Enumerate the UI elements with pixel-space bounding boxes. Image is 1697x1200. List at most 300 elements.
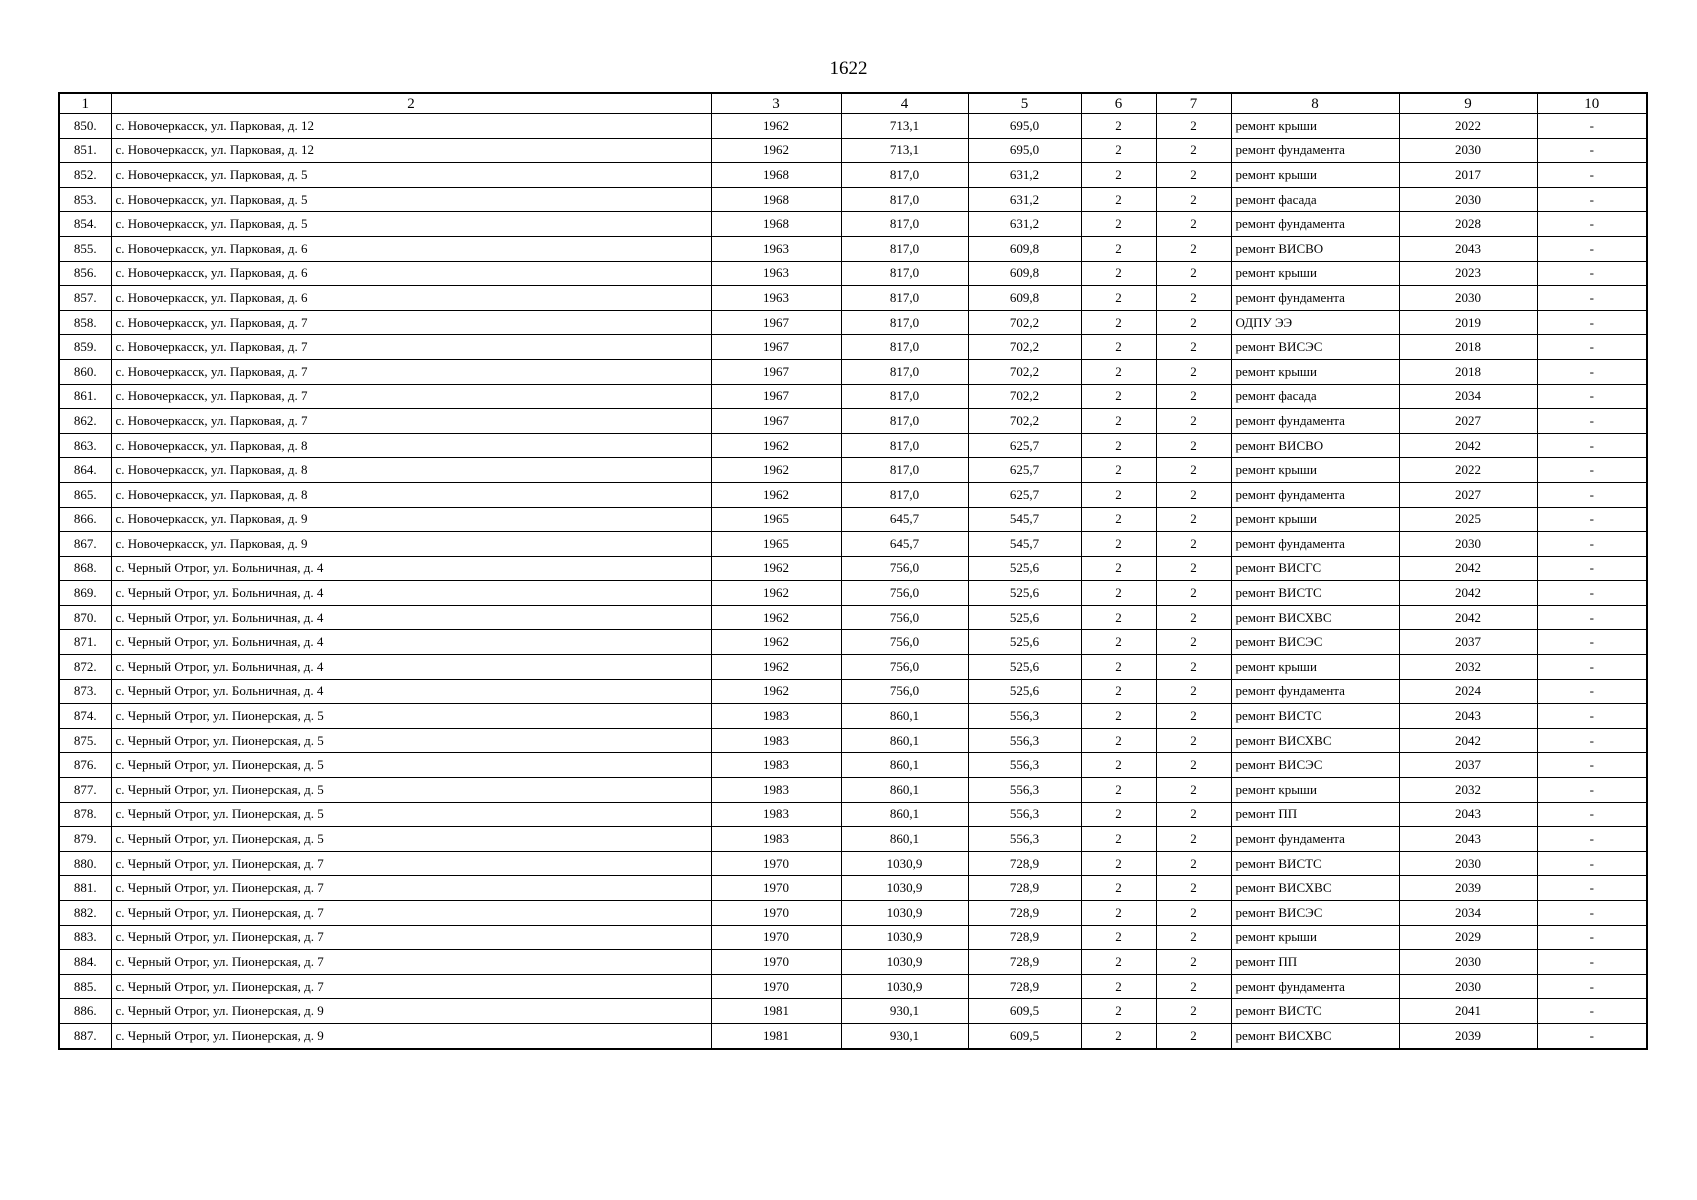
col10-value-cell: -	[1537, 458, 1647, 483]
row-number-cell: 885.	[59, 974, 111, 999]
address-cell: с. Черный Отрог, ул. Больничная, д. 4	[111, 556, 711, 581]
address-cell: с. Новочеркасск, ул. Парковая, д. 5	[111, 187, 711, 212]
col7-value-cell: 2	[1156, 851, 1231, 876]
area-living-cell: 728,9	[968, 876, 1081, 901]
col10-value-cell: -	[1537, 187, 1647, 212]
row-number-cell: 866.	[59, 507, 111, 532]
table-row	[59, 507, 1647, 532]
col7-value-cell: 2	[1156, 679, 1231, 704]
year-planned-cell: 2018	[1399, 359, 1537, 384]
row-number-cell: 856.	[59, 261, 111, 286]
area-living-cell: 609,5	[968, 999, 1081, 1024]
col6-value-cell: 2	[1081, 679, 1156, 704]
col6-value-cell: 2	[1081, 114, 1156, 139]
area-total-cell: 756,0	[841, 679, 968, 704]
col6-value-cell: 2	[1081, 359, 1156, 384]
work-type-cell: ремонт крыши	[1231, 778, 1399, 803]
year-planned-cell: 2034	[1399, 901, 1537, 926]
col10-value-cell: -	[1537, 950, 1647, 975]
area-total-cell: 1030,9	[841, 901, 968, 926]
col6-value-cell: 2	[1081, 556, 1156, 581]
col10-value-cell: -	[1537, 802, 1647, 827]
row-number-cell: 857.	[59, 286, 111, 311]
area-total-cell: 645,7	[841, 532, 968, 557]
col10-value-cell: -	[1537, 409, 1647, 434]
year-planned-cell: 2030	[1399, 974, 1537, 999]
row-number-cell: 883.	[59, 925, 111, 950]
col7-value-cell: 2	[1156, 630, 1231, 655]
year-cell: 1981	[711, 999, 841, 1024]
year-planned-cell: 2042	[1399, 605, 1537, 630]
work-type-cell: ремонт фундамента	[1231, 409, 1399, 434]
table-row	[59, 728, 1647, 753]
area-total-cell: 756,0	[841, 605, 968, 630]
area-living-cell: 695,0	[968, 114, 1081, 139]
row-number-cell: 875.	[59, 728, 111, 753]
address-cell: с. Черный Отрог, ул. Пионерская, д. 5	[111, 728, 711, 753]
address-cell: с. Черный Отрог, ул. Пионерская, д. 5	[111, 802, 711, 827]
page-number: 1622	[829, 58, 868, 79]
col10-value-cell: -	[1537, 310, 1647, 335]
area-living-cell: 545,7	[968, 507, 1081, 532]
year-cell: 1962	[711, 433, 841, 458]
registry-table	[58, 92, 1648, 1050]
year-planned-cell: 2037	[1399, 630, 1537, 655]
year-planned-cell: 2034	[1399, 384, 1537, 409]
col7-value-cell: 2	[1156, 286, 1231, 311]
area-total-cell: 756,0	[841, 655, 968, 680]
year-cell: 1965	[711, 507, 841, 532]
work-type-cell: ремонт крыши	[1231, 925, 1399, 950]
col10-value-cell: -	[1537, 974, 1647, 999]
address-cell: с. Черный Отрог, ул. Пионерская, д. 5	[111, 704, 711, 729]
area-total-cell: 713,1	[841, 138, 968, 163]
table-row	[59, 532, 1647, 557]
address-cell: с. Черный Отрог, ул. Пионерская, д. 5	[111, 753, 711, 778]
area-total-cell: 817,0	[841, 261, 968, 286]
table-row	[59, 236, 1647, 261]
work-type-cell: ремонт крыши	[1231, 261, 1399, 286]
col6-value-cell: 2	[1081, 753, 1156, 778]
area-living-cell: 631,2	[968, 163, 1081, 188]
year-cell: 1981	[711, 1023, 841, 1048]
col6-value-cell: 2	[1081, 778, 1156, 803]
address-cell: с. Новочеркасск, ул. Парковая, д. 7	[111, 310, 711, 335]
address-cell: с. Новочеркасск, ул. Парковая, д. 5	[111, 163, 711, 188]
table-row	[59, 409, 1647, 434]
col7-value-cell: 2	[1156, 187, 1231, 212]
col6-value-cell: 2	[1081, 433, 1156, 458]
col6-value-cell: 2	[1081, 925, 1156, 950]
area-total-cell: 817,0	[841, 482, 968, 507]
year-cell: 1963	[711, 236, 841, 261]
col6-value-cell: 2	[1081, 310, 1156, 335]
table-row	[59, 974, 1647, 999]
col7-value-cell: 2	[1156, 605, 1231, 630]
col6-value-cell: 2	[1081, 630, 1156, 655]
col6-value-cell: 2	[1081, 827, 1156, 852]
area-total-cell: 860,1	[841, 728, 968, 753]
column-header-4: 4	[841, 93, 968, 114]
col10-value-cell: -	[1537, 778, 1647, 803]
year-planned-cell: 2042	[1399, 728, 1537, 753]
col7-value-cell: 2	[1156, 433, 1231, 458]
table-row	[59, 212, 1647, 237]
col7-value-cell: 2	[1156, 655, 1231, 680]
col10-value-cell: -	[1537, 605, 1647, 630]
col7-value-cell: 2	[1156, 114, 1231, 139]
work-type-cell: ремонт ВИСЭС	[1231, 630, 1399, 655]
year-planned-cell: 2037	[1399, 753, 1537, 778]
col10-value-cell: -	[1537, 925, 1647, 950]
address-cell: с. Черный Отрог, ул. Пионерская, д. 7	[111, 901, 711, 926]
area-total-cell: 860,1	[841, 802, 968, 827]
year-planned-cell: 2042	[1399, 556, 1537, 581]
column-header-10: 10	[1537, 93, 1647, 114]
row-number-cell: 864.	[59, 458, 111, 483]
address-cell: с. Новочеркасск, ул. Парковая, д. 7	[111, 335, 711, 360]
year-planned-cell: 2022	[1399, 114, 1537, 139]
address-cell: с. Новочеркасск, ул. Парковая, д. 7	[111, 409, 711, 434]
col6-value-cell: 2	[1081, 212, 1156, 237]
year-planned-cell: 2039	[1399, 1023, 1537, 1048]
col7-value-cell: 2	[1156, 704, 1231, 729]
column-header-7: 7	[1156, 93, 1231, 114]
table-row	[59, 679, 1647, 704]
year-cell: 1962	[711, 114, 841, 139]
year-planned-cell: 2030	[1399, 532, 1537, 557]
col10-value-cell: -	[1537, 335, 1647, 360]
area-living-cell: 728,9	[968, 925, 1081, 950]
col7-value-cell: 2	[1156, 458, 1231, 483]
col10-value-cell: -	[1537, 261, 1647, 286]
table-row	[59, 556, 1647, 581]
table-row	[59, 950, 1647, 975]
col7-value-cell: 2	[1156, 261, 1231, 286]
column-header-8: 8	[1231, 93, 1399, 114]
area-total-cell: 817,0	[841, 433, 968, 458]
area-total-cell: 645,7	[841, 507, 968, 532]
table-row	[59, 138, 1647, 163]
area-living-cell: 556,3	[968, 778, 1081, 803]
year-planned-cell: 2018	[1399, 335, 1537, 360]
col10-value-cell: -	[1537, 901, 1647, 926]
col10-value-cell: -	[1537, 655, 1647, 680]
area-living-cell: 609,5	[968, 1023, 1081, 1048]
col10-value-cell: -	[1537, 1023, 1647, 1048]
area-total-cell: 1030,9	[841, 925, 968, 950]
area-living-cell: 728,9	[968, 851, 1081, 876]
col10-value-cell: -	[1537, 138, 1647, 163]
area-living-cell: 702,2	[968, 409, 1081, 434]
col6-value-cell: 2	[1081, 532, 1156, 557]
row-number-cell: 855.	[59, 236, 111, 261]
work-type-cell: ремонт фундамента	[1231, 482, 1399, 507]
area-total-cell: 1030,9	[841, 851, 968, 876]
work-type-cell: ремонт фасада	[1231, 384, 1399, 409]
work-type-cell: ремонт крыши	[1231, 359, 1399, 384]
col6-value-cell: 2	[1081, 335, 1156, 360]
year-planned-cell: 2019	[1399, 310, 1537, 335]
address-cell: с. Черный Отрог, ул. Пионерская, д. 9	[111, 1023, 711, 1048]
table-row	[59, 876, 1647, 901]
work-type-cell: ремонт фундамента	[1231, 532, 1399, 557]
col7-value-cell: 2	[1156, 212, 1231, 237]
row-number-cell: 882.	[59, 901, 111, 926]
year-cell: 1970	[711, 876, 841, 901]
area-living-cell: 609,8	[968, 236, 1081, 261]
col10-value-cell: -	[1537, 556, 1647, 581]
table-row	[59, 433, 1647, 458]
year-planned-cell: 2030	[1399, 286, 1537, 311]
address-cell: с. Новочеркасск, ул. Парковая, д. 12	[111, 114, 711, 139]
work-type-cell: ремонт крыши	[1231, 655, 1399, 680]
area-living-cell: 728,9	[968, 901, 1081, 926]
row-number-cell: 871.	[59, 630, 111, 655]
year-cell: 1965	[711, 532, 841, 557]
row-number-cell: 870.	[59, 605, 111, 630]
address-cell: с. Черный Отрог, ул. Пионерская, д. 5	[111, 778, 711, 803]
work-type-cell: ремонт ВИСВО	[1231, 433, 1399, 458]
area-total-cell: 817,0	[841, 212, 968, 237]
col10-value-cell: -	[1537, 851, 1647, 876]
address-cell: с. Новочеркасск, ул. Парковая, д. 6	[111, 236, 711, 261]
address-cell: с. Черный Отрог, ул. Больничная, д. 4	[111, 630, 711, 655]
col10-value-cell: -	[1537, 482, 1647, 507]
area-total-cell: 817,0	[841, 163, 968, 188]
year-planned-cell: 2043	[1399, 704, 1537, 729]
row-number-cell: 861.	[59, 384, 111, 409]
col6-value-cell: 2	[1081, 901, 1156, 926]
col6-value-cell: 2	[1081, 286, 1156, 311]
work-type-cell: ремонт фундамента	[1231, 138, 1399, 163]
row-number-cell: 851.	[59, 138, 111, 163]
address-cell: с. Черный Отрог, ул. Пионерская, д. 7	[111, 974, 711, 999]
work-type-cell: ремонт ПП	[1231, 802, 1399, 827]
col7-value-cell: 2	[1156, 753, 1231, 778]
table-row	[59, 187, 1647, 212]
area-total-cell: 713,1	[841, 114, 968, 139]
year-planned-cell: 2028	[1399, 212, 1537, 237]
work-type-cell: ремонт крыши	[1231, 114, 1399, 139]
col10-value-cell: -	[1537, 876, 1647, 901]
work-type-cell: ремонт фундамента	[1231, 827, 1399, 852]
col7-value-cell: 2	[1156, 556, 1231, 581]
area-total-cell: 756,0	[841, 556, 968, 581]
address-cell: с. Новочеркасск, ул. Парковая, д. 12	[111, 138, 711, 163]
table-row	[59, 482, 1647, 507]
header-row	[59, 93, 1647, 114]
year-planned-cell: 2043	[1399, 802, 1537, 827]
row-number-cell: 869.	[59, 581, 111, 606]
area-total-cell: 1030,9	[841, 974, 968, 999]
table-row	[59, 581, 1647, 606]
area-living-cell: 702,2	[968, 384, 1081, 409]
year-cell: 1962	[711, 679, 841, 704]
area-living-cell: 631,2	[968, 187, 1081, 212]
row-number-cell: 872.	[59, 655, 111, 680]
year-planned-cell: 2032	[1399, 778, 1537, 803]
row-number-cell: 887.	[59, 1023, 111, 1048]
address-cell: с. Черный Отрог, ул. Больничная, д. 4	[111, 655, 711, 680]
col6-value-cell: 2	[1081, 655, 1156, 680]
row-number-cell: 881.	[59, 876, 111, 901]
col10-value-cell: -	[1537, 286, 1647, 311]
col10-value-cell: -	[1537, 384, 1647, 409]
year-cell: 1968	[711, 212, 841, 237]
work-type-cell: ремонт ВИСТС	[1231, 581, 1399, 606]
area-living-cell: 728,9	[968, 950, 1081, 975]
year-cell: 1967	[711, 409, 841, 434]
table-body	[59, 114, 1647, 1049]
year-cell: 1962	[711, 630, 841, 655]
address-cell: с. Черный Отрог, ул. Пионерская, д. 5	[111, 827, 711, 852]
col7-value-cell: 2	[1156, 236, 1231, 261]
year-planned-cell: 2027	[1399, 482, 1537, 507]
area-total-cell: 817,0	[841, 310, 968, 335]
area-total-cell: 817,0	[841, 359, 968, 384]
col7-value-cell: 2	[1156, 901, 1231, 926]
year-planned-cell: 2043	[1399, 827, 1537, 852]
table-row	[59, 901, 1647, 926]
table-row	[59, 655, 1647, 680]
work-type-cell: ремонт фундамента	[1231, 679, 1399, 704]
area-total-cell: 756,0	[841, 630, 968, 655]
address-cell: с. Новочеркасск, ул. Парковая, д. 8	[111, 458, 711, 483]
area-living-cell: 556,3	[968, 753, 1081, 778]
area-total-cell: 1030,9	[841, 950, 968, 975]
col6-value-cell: 2	[1081, 187, 1156, 212]
year-cell: 1983	[711, 778, 841, 803]
row-number-cell: 880.	[59, 851, 111, 876]
row-number-cell: 873.	[59, 679, 111, 704]
col7-value-cell: 2	[1156, 138, 1231, 163]
col7-value-cell: 2	[1156, 925, 1231, 950]
work-type-cell: ОДПУ ЭЭ	[1231, 310, 1399, 335]
work-type-cell: ремонт фасада	[1231, 187, 1399, 212]
year-planned-cell: 2041	[1399, 999, 1537, 1024]
address-cell: с. Черный Отрог, ул. Пионерская, д. 7	[111, 950, 711, 975]
work-type-cell: ремонт ВИСЭС	[1231, 901, 1399, 926]
year-planned-cell: 2042	[1399, 433, 1537, 458]
year-planned-cell: 2022	[1399, 458, 1537, 483]
address-cell: с. Черный Отрог, ул. Больничная, д. 4	[111, 581, 711, 606]
work-type-cell: ремонт ВИСХВС	[1231, 728, 1399, 753]
col10-value-cell: -	[1537, 359, 1647, 384]
col6-value-cell: 2	[1081, 999, 1156, 1024]
col10-value-cell: -	[1537, 999, 1647, 1024]
year-cell: 1970	[711, 925, 841, 950]
address-cell: с. Новочеркасск, ул. Парковая, д. 5	[111, 212, 711, 237]
col10-value-cell: -	[1537, 236, 1647, 261]
area-living-cell: 702,2	[968, 359, 1081, 384]
address-cell: с. Новочеркасск, ул. Парковая, д. 6	[111, 286, 711, 311]
table-row	[59, 458, 1647, 483]
area-living-cell: 625,7	[968, 433, 1081, 458]
area-total-cell: 817,0	[841, 286, 968, 311]
col7-value-cell: 2	[1156, 359, 1231, 384]
area-total-cell: 860,1	[841, 704, 968, 729]
col7-value-cell: 2	[1156, 310, 1231, 335]
col7-value-cell: 2	[1156, 384, 1231, 409]
area-living-cell: 525,6	[968, 630, 1081, 655]
col7-value-cell: 2	[1156, 999, 1231, 1024]
column-header-3: 3	[711, 93, 841, 114]
table-row	[59, 384, 1647, 409]
col10-value-cell: -	[1537, 212, 1647, 237]
row-number-cell: 863.	[59, 433, 111, 458]
year-planned-cell: 2032	[1399, 655, 1537, 680]
year-planned-cell: 2023	[1399, 261, 1537, 286]
address-cell: с. Черный Отрог, ул. Пионерская, д. 7	[111, 925, 711, 950]
area-total-cell: 1030,9	[841, 876, 968, 901]
year-planned-cell: 2029	[1399, 925, 1537, 950]
year-cell: 1970	[711, 851, 841, 876]
year-cell: 1967	[711, 310, 841, 335]
col10-value-cell: -	[1537, 630, 1647, 655]
col6-value-cell: 2	[1081, 384, 1156, 409]
year-planned-cell: 2030	[1399, 187, 1537, 212]
address-cell: с. Новочеркасск, ул. Парковая, д. 6	[111, 261, 711, 286]
area-living-cell: 609,8	[968, 261, 1081, 286]
row-number-cell: 879.	[59, 827, 111, 852]
col6-value-cell: 2	[1081, 950, 1156, 975]
year-planned-cell: 2030	[1399, 851, 1537, 876]
table-row	[59, 163, 1647, 188]
area-living-cell: 702,2	[968, 310, 1081, 335]
year-cell: 1962	[711, 655, 841, 680]
year-cell: 1983	[711, 728, 841, 753]
area-total-cell: 817,0	[841, 384, 968, 409]
row-number-cell: 852.	[59, 163, 111, 188]
address-cell: с. Черный Отрог, ул. Пионерская, д. 7	[111, 876, 711, 901]
year-cell: 1970	[711, 950, 841, 975]
col10-value-cell: -	[1537, 114, 1647, 139]
col6-value-cell: 2	[1081, 704, 1156, 729]
table-row	[59, 359, 1647, 384]
year-planned-cell: 2042	[1399, 581, 1537, 606]
year-cell: 1967	[711, 359, 841, 384]
table-row	[59, 335, 1647, 360]
work-type-cell: ремонт крыши	[1231, 458, 1399, 483]
col7-value-cell: 2	[1156, 827, 1231, 852]
table-row	[59, 827, 1647, 852]
col10-value-cell: -	[1537, 532, 1647, 557]
area-living-cell: 545,7	[968, 532, 1081, 557]
year-cell: 1962	[711, 605, 841, 630]
area-total-cell: 756,0	[841, 581, 968, 606]
year-planned-cell: 2017	[1399, 163, 1537, 188]
year-cell: 1968	[711, 187, 841, 212]
col6-value-cell: 2	[1081, 605, 1156, 630]
area-total-cell: 930,1	[841, 1023, 968, 1048]
col6-value-cell: 2	[1081, 974, 1156, 999]
area-living-cell: 525,6	[968, 556, 1081, 581]
year-cell: 1967	[711, 384, 841, 409]
year-cell: 1962	[711, 138, 841, 163]
col7-value-cell: 2	[1156, 163, 1231, 188]
year-cell: 1962	[711, 482, 841, 507]
table-row	[59, 802, 1647, 827]
year-cell: 1983	[711, 704, 841, 729]
row-number-cell: 860.	[59, 359, 111, 384]
col7-value-cell: 2	[1156, 335, 1231, 360]
area-living-cell: 556,3	[968, 728, 1081, 753]
address-cell: с. Новочеркасск, ул. Парковая, д. 8	[111, 433, 711, 458]
address-cell: с. Черный Отрог, ул. Больничная, д. 4	[111, 605, 711, 630]
year-planned-cell: 2025	[1399, 507, 1537, 532]
column-header-6: 6	[1081, 93, 1156, 114]
